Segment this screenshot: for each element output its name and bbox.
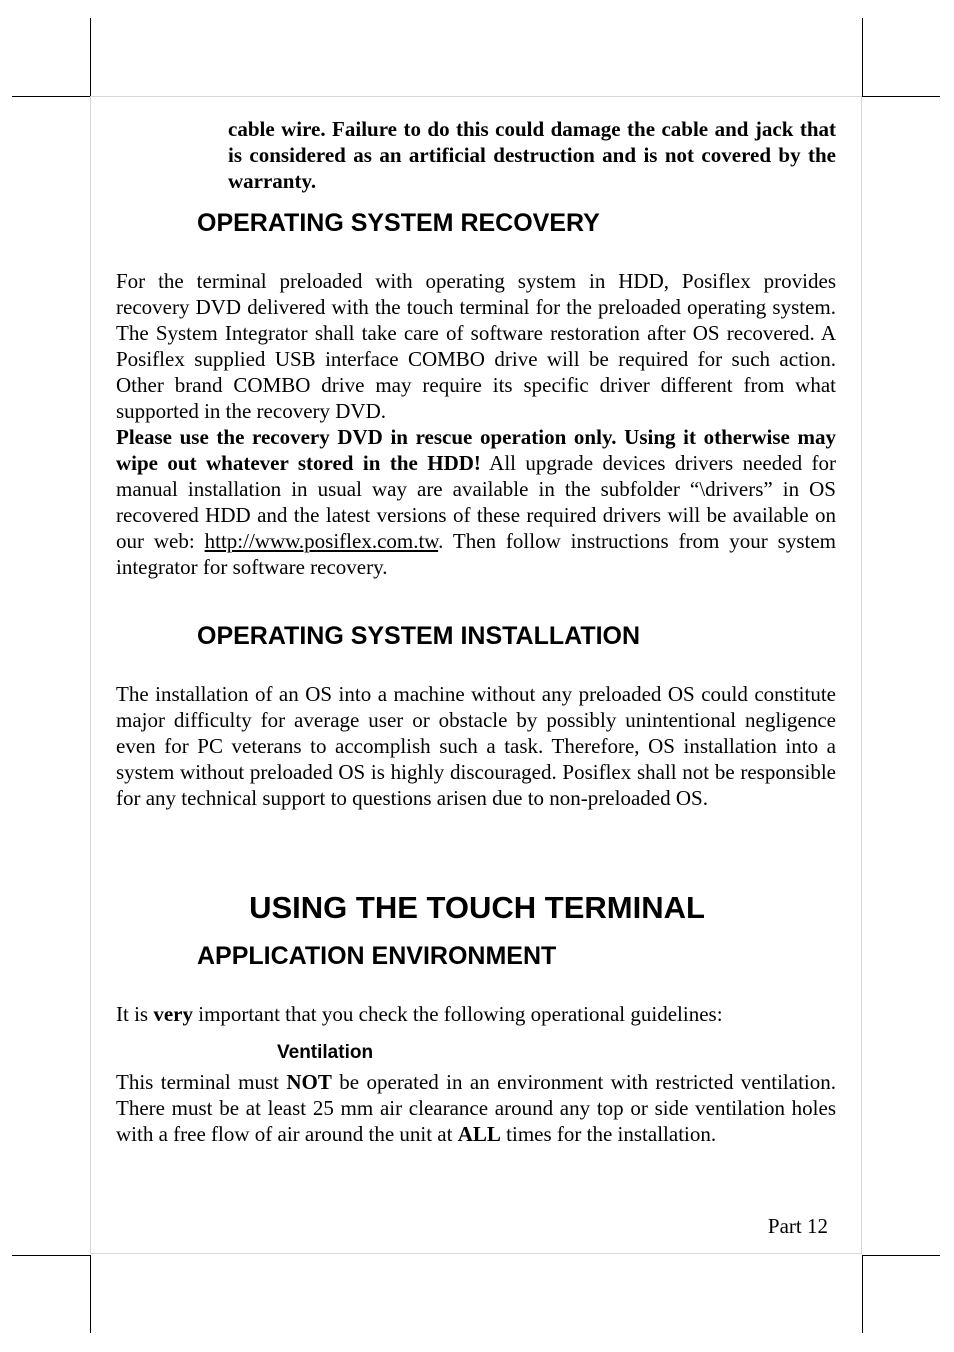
os-recovery-heading: OPERATING SYSTEM RECOVERY: [197, 209, 600, 237]
crop-mark: [12, 1255, 90, 1256]
warranty-warning: cable wire. Failure to do this could damage the cable and jack that is considered as an artificial destruction and is not covered by the warranty.: [228, 117, 836, 193]
os-installation-paragraph: The installation of an OS into a machine without any preloaded OS could constitute major difficulty for average user or obstacle by possibly unintentional negligence even for PC veterans to accomplish such a task. Therefore, OS installation into a system without preloaded OS is highly discouraged. Posiflex shall not be responsible for any technical support to questions arisen due to non-preloaded OS.: [116, 682, 836, 810]
page-number: Part 12: [767, 1214, 828, 1238]
os-recovery-note: Please use the recovery DVD in rescue operation only. Using it otherwise may wipe out whatever stored in the HDD! All upgrade devices drivers needed for manual installation in usual way are available in the subfolder “\drivers” in OS recovered HDD and the latest versions of these required drivers will be available on our web: http://www.posiflex.com.tw. Then follow instructions from your system integrator for software recovery.: [116, 425, 836, 579]
crop-mark: [862, 1255, 940, 1256]
crop-mark: [12, 96, 90, 97]
ventilation-body: This terminal must NOT be operated in an environment with restricted ventilation. There must be at least 25 mm air clearance around any top or side ventilation holes with a free flow of air around the unit at ALL times for the installation.: [116, 1070, 836, 1146]
chapter-title: USING THE TOUCH TERMINAL: [249, 890, 705, 925]
ventilation-heading: Ventilation: [277, 1042, 374, 1063]
guidelines-intro: It is very important that you check the following operational guidelines:: [116, 1002, 723, 1026]
crop-mark: [90, 1255, 91, 1333]
crop-mark: [862, 18, 863, 96]
os-recovery-paragraph: For the terminal preloaded with operating system in HDD, Posiflex provides recovery DVD delivered with the touch terminal for the preloaded operating system. The System Integrator shall take care of software restoration after OS recovered. A Posiflex supplied USB interface COMBO drive will be required for such action. Other brand COMBO drive may require its specific driver different from what supported in the recovery DVD.: [116, 269, 836, 423]
os-installation-heading: OPERATING SYSTEM INSTALLATION: [197, 622, 641, 650]
crop-mark: [90, 18, 91, 96]
crop-mark: [862, 96, 940, 97]
rescue-warning: Please use the recovery DVD in rescue operation only. Using it otherwise may wipe out whatever stored in the HDD!: [116, 425, 836, 475]
os-installation-body: [116, 681, 836, 811]
application-environment-heading: APPLICATION ENVIRONMENT: [197, 942, 557, 970]
posiflex-web-link[interactable]: http://www.posiflex.com.tw: [204, 529, 439, 553]
crop-mark: [862, 1255, 863, 1333]
os-recovery-body: [116, 268, 836, 580]
